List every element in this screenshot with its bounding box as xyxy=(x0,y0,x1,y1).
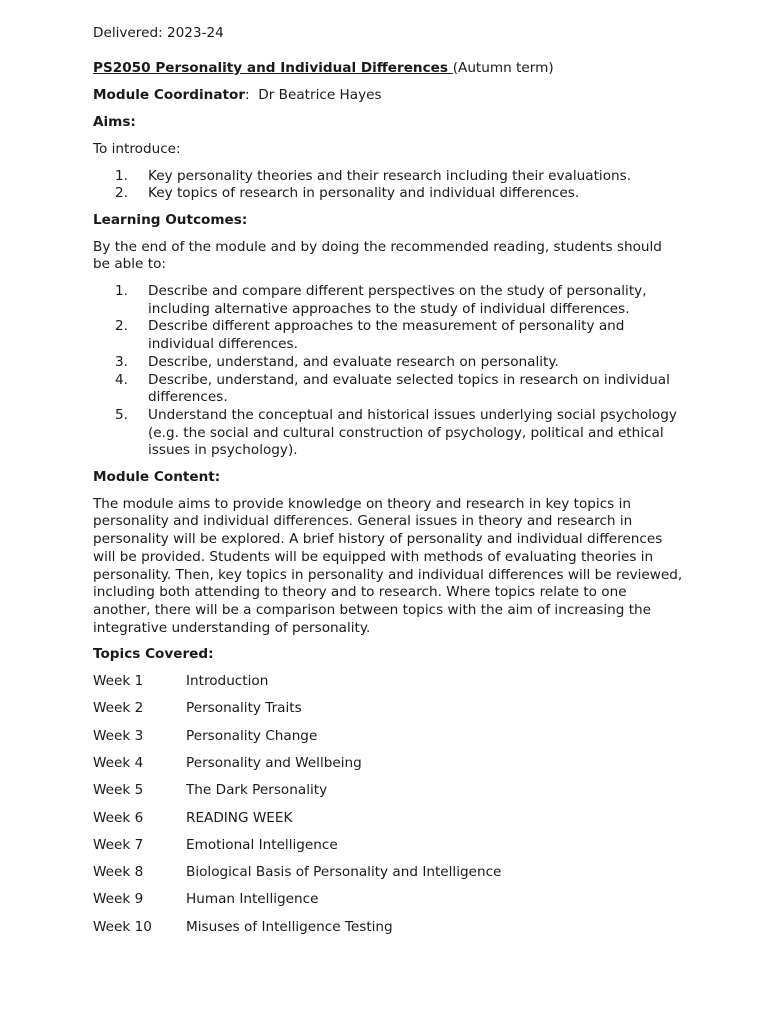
list-number: 5. xyxy=(115,406,128,423)
list-item xyxy=(93,354,683,372)
topic-row xyxy=(93,782,683,800)
list-number: 1. xyxy=(115,167,128,184)
list-number: 1. xyxy=(115,283,128,300)
topic-row xyxy=(93,919,683,937)
list-number: 4. xyxy=(115,371,128,388)
module-title: PS2050 Personality and Individual Differences xyxy=(93,59,453,76)
list-number: 2. xyxy=(115,318,128,335)
list-text: Understand the conceptual and historical issues underlying social psychology (e.g. the social and cultural construction of psychology, political and ethical issues in psychology). xyxy=(148,406,677,459)
aims-heading: Aims: xyxy=(93,114,136,131)
outcomes-heading: Learning Outcomes: xyxy=(93,211,248,228)
content-paragraph: The module aims to provide knowledge on theory and research in key topics in personality and individual differences. General issues in theory and research in personality will be explored. A brief history of personality and individual differences will be provided. Students will be equipped with methods of evaluating theories in personality. Then, key topics in personality and individual differences will be reviewed, including both attending to theory and to research. Where topics relate to one another, there will be a comparison between topics with the aim of increasing the integrative understanding of personality. xyxy=(93,495,683,636)
week-topic: Introduction xyxy=(186,673,269,690)
list-number: 2. xyxy=(115,185,128,202)
list-text: Describe and compare different perspectives on the study of personality, including alternative approaches to the study of individual differences. xyxy=(148,283,647,317)
topic-row xyxy=(93,891,683,909)
week-label: Week 9 xyxy=(93,891,144,908)
week-label: Week 6 xyxy=(93,809,144,826)
delivered-date: Delivered: 2023-24 xyxy=(93,25,224,41)
list-item xyxy=(93,283,683,318)
week-label: Week 2 xyxy=(93,700,144,717)
topics-heading: Topics Covered: xyxy=(93,646,214,663)
topics-list xyxy=(93,673,683,936)
week-label: Week 7 xyxy=(93,836,144,853)
module-coordinator-line xyxy=(93,87,683,105)
list-number: 3. xyxy=(115,353,128,370)
topic-row xyxy=(93,700,683,718)
week-label: Week 1 xyxy=(93,673,144,690)
list-item xyxy=(93,407,683,460)
coordinator-label: Module Coordinator xyxy=(93,87,246,104)
week-label: Week 10 xyxy=(93,918,152,935)
topic-row xyxy=(93,810,683,828)
topic-row xyxy=(93,864,683,882)
aims-list xyxy=(93,168,683,203)
week-topic: The Dark Personality xyxy=(186,782,328,799)
topic-row xyxy=(93,755,683,773)
list-text: Describe, understand, and evaluate selected topics in research on individual differences. xyxy=(148,371,670,406)
week-topic: Personality Traits xyxy=(186,700,302,717)
week-topic: Human Intelligence xyxy=(186,891,319,908)
module-term: (Autumn term) xyxy=(452,59,554,76)
list-text: Describe, understand, and evaluate research on personality. xyxy=(148,353,559,370)
list-item xyxy=(93,185,683,203)
outcomes-intro: By the end of the module and by doing the recommended reading, students should be able to: xyxy=(93,238,662,273)
list-text: Key topics of research in personality and individual differences. xyxy=(148,185,580,202)
list-text: Describe different approaches to the measurement of personality and individual differences. xyxy=(148,318,625,353)
coordinator-separator: : xyxy=(245,87,259,104)
document-page xyxy=(93,25,683,946)
aims-intro: To introduce: xyxy=(93,140,181,157)
list-item xyxy=(93,318,683,353)
week-label: Week 4 xyxy=(93,754,144,771)
topic-row xyxy=(93,837,683,855)
week-topic: Emotional Intelligence xyxy=(186,836,338,853)
topic-row xyxy=(93,728,683,746)
week-topic: Biological Basis of Personality and Intelligence xyxy=(186,864,502,881)
week-label: Week 3 xyxy=(93,727,144,744)
module-title-line xyxy=(93,60,683,78)
list-item xyxy=(93,372,683,407)
week-topic: READING WEEK xyxy=(186,809,293,826)
coordinator-name: Dr Beatrice Hayes xyxy=(258,87,382,104)
content-heading: Module Content: xyxy=(93,469,221,486)
topic-row xyxy=(93,673,683,691)
week-label: Week 5 xyxy=(93,782,144,799)
outcomes-list xyxy=(93,283,683,460)
list-text: Key personality theories and their research including their evaluations. xyxy=(148,167,632,184)
week-label: Week 8 xyxy=(93,864,144,881)
week-topic: Misuses of Intelligence Testing xyxy=(186,918,393,935)
list-item xyxy=(93,168,683,186)
week-topic: Personality and Wellbeing xyxy=(186,754,362,771)
week-topic: Personality Change xyxy=(186,727,318,744)
